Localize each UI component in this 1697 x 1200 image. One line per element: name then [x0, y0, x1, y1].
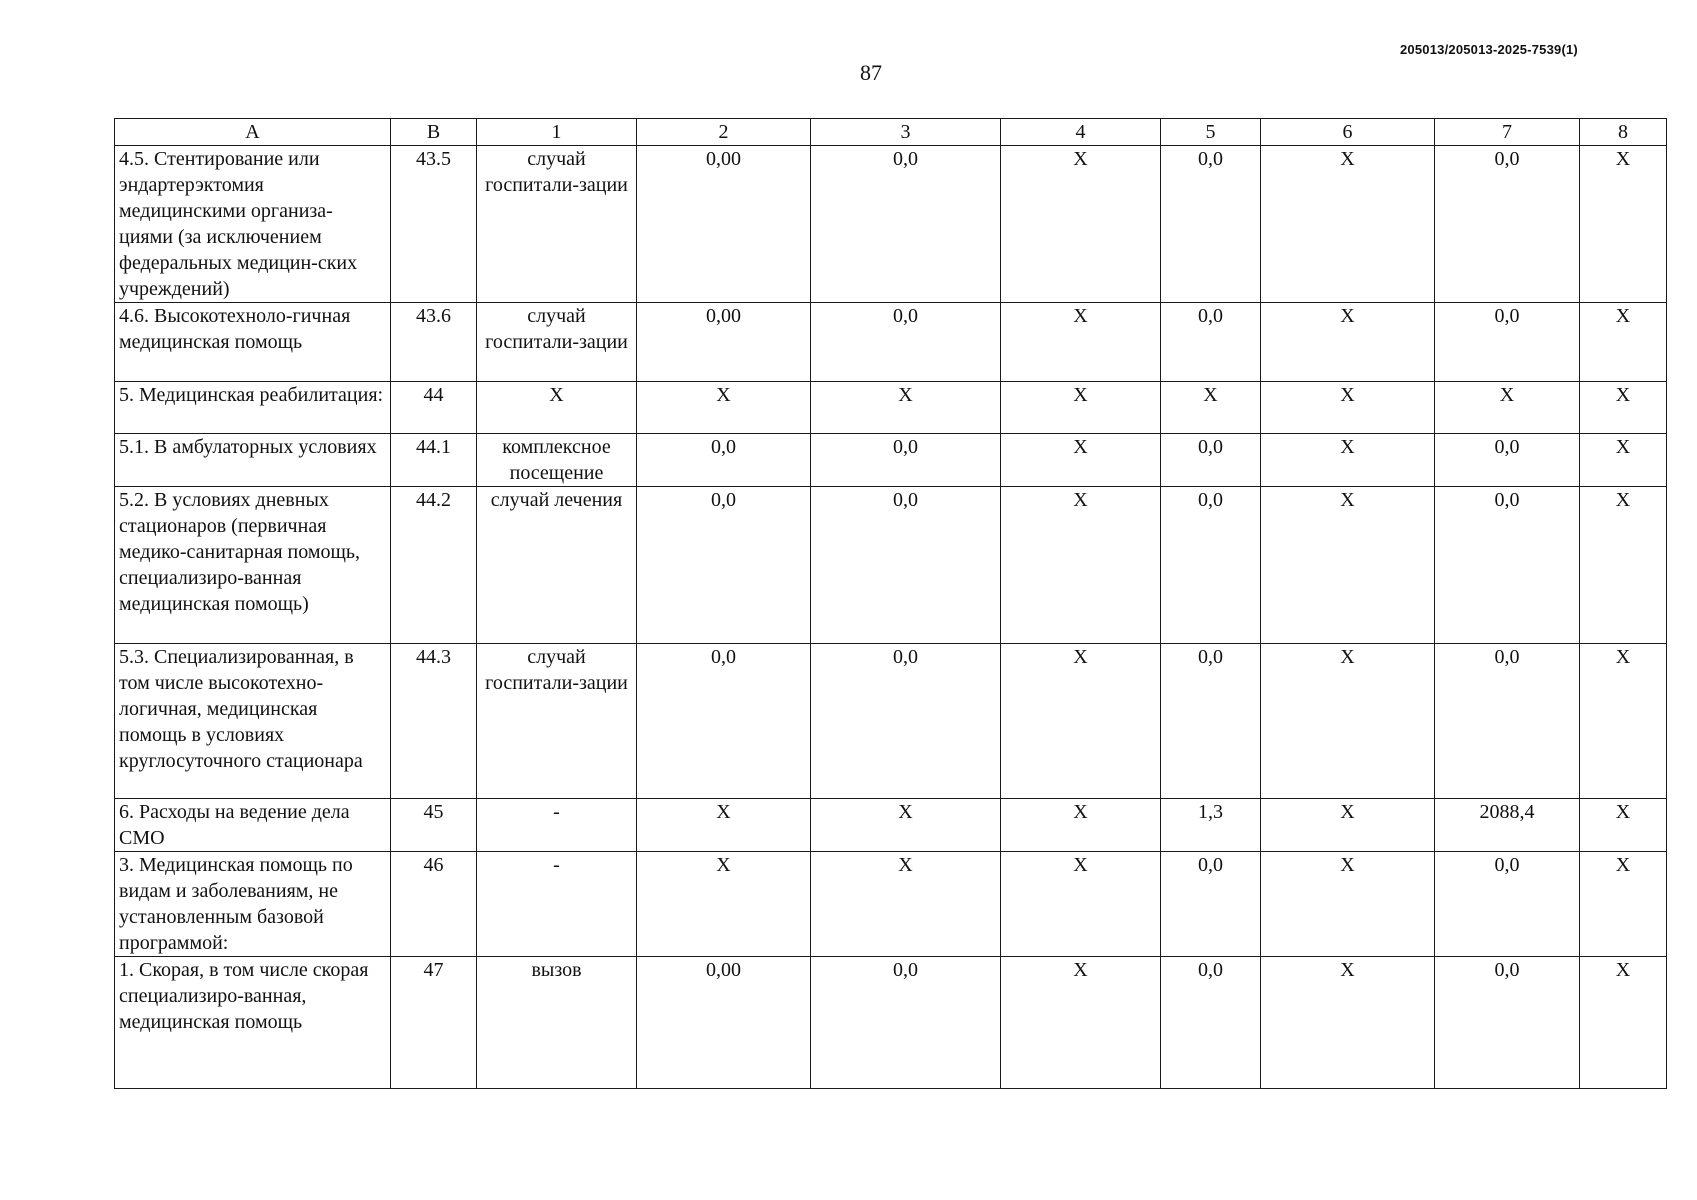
row-unit: случай госпитали-зации — [477, 644, 637, 799]
row-unit: вызов — [477, 957, 637, 1089]
row-label: 5.2. В условиях дневных стационаров (первичная медико-санитарная помощь, специализиро-ванная медицинская помощь) — [115, 487, 391, 644]
table-row — [115, 382, 1667, 434]
cell-col-7: 0,0 — [1435, 852, 1580, 957]
cell-col-6: Х — [1261, 382, 1435, 434]
cell-col-5: 0,0 — [1161, 146, 1261, 303]
cell-col-8: Х — [1580, 487, 1667, 644]
header-cell-3: 3 — [811, 119, 1001, 146]
row-label: 4.6. Высокотехноло-гичная медицинская помощь — [115, 303, 391, 382]
cell-col-5: 0,0 — [1161, 487, 1261, 644]
header-cell-8: 8 — [1580, 119, 1667, 146]
cell-col-2: 0,00 — [637, 957, 811, 1089]
cell-col-4: Х — [1001, 644, 1161, 799]
table-row — [115, 799, 1667, 852]
cell-col-2: 0,0 — [637, 644, 811, 799]
cell-col-7: 0,0 — [1435, 303, 1580, 382]
cell-col-8: Х — [1580, 303, 1667, 382]
cell-col-4: Х — [1001, 382, 1161, 434]
row-unit: Х — [477, 382, 637, 434]
data-table — [114, 118, 1667, 1089]
row-unit: случай госпитали-зации — [477, 146, 637, 303]
header-cell-5: 5 — [1161, 119, 1261, 146]
header-cell-7: 7 — [1435, 119, 1580, 146]
row-code: 43.5 — [391, 146, 477, 303]
header-cell-1: 1 — [477, 119, 637, 146]
cell-col-3: 0,0 — [811, 487, 1001, 644]
cell-col-8: Х — [1580, 852, 1667, 957]
row-code: 47 — [391, 957, 477, 1089]
row-label: 5.3. Специализированная, в том числе высокотехно-логичная, медицинская помощь в условиях круглосуточного стационара — [115, 644, 391, 799]
cell-col-3: Х — [811, 852, 1001, 957]
cell-col-8: Х — [1580, 382, 1667, 434]
cell-col-4: Х — [1001, 434, 1161, 487]
table-row — [115, 957, 1667, 1089]
cell-col-6: Х — [1261, 852, 1435, 957]
row-code: 44.2 — [391, 487, 477, 644]
cell-col-6: Х — [1261, 644, 1435, 799]
cell-col-5: 0,0 — [1161, 852, 1261, 957]
cell-col-4: Х — [1001, 852, 1161, 957]
document-id: 205013/205013-2025-7539(1) — [1400, 42, 1578, 57]
table-row — [115, 303, 1667, 382]
cell-col-2: 0,00 — [637, 146, 811, 303]
cell-col-4: Х — [1001, 957, 1161, 1089]
table-row — [115, 852, 1667, 957]
cell-col-3: 0,0 — [811, 957, 1001, 1089]
cell-col-7: 0,0 — [1435, 644, 1580, 799]
row-code: 44.1 — [391, 434, 477, 487]
cell-col-4: Х — [1001, 799, 1161, 852]
cell-col-5: 0,0 — [1161, 644, 1261, 799]
cell-col-2: Х — [637, 799, 811, 852]
page-number: 87 — [860, 60, 882, 85]
row-label: 1. Скорая, в том числе скорая специализиро-ванная, медицинская помощь — [115, 957, 391, 1089]
cell-col-6: Х — [1261, 434, 1435, 487]
cell-col-8: Х — [1580, 644, 1667, 799]
cell-col-6: Х — [1261, 303, 1435, 382]
cell-col-3: 0,0 — [811, 303, 1001, 382]
cell-col-7: 0,0 — [1435, 434, 1580, 487]
row-label: 5.1. В амбулаторных условиях — [115, 434, 391, 487]
cell-col-2: 0,0 — [637, 487, 811, 644]
cell-col-8: Х — [1580, 146, 1667, 303]
header-row — [115, 119, 1667, 146]
cell-col-3: 0,0 — [811, 434, 1001, 487]
cell-col-6: Х — [1261, 487, 1435, 644]
cell-col-3: Х — [811, 382, 1001, 434]
row-label: 3. Медицинская помощь по видам и заболеваниям, не установленным базовой программой: — [115, 852, 391, 957]
header-cell-2: 2 — [637, 119, 811, 146]
header-cell-b: В — [391, 119, 477, 146]
row-code: 46 — [391, 852, 477, 957]
cell-col-2: Х — [637, 382, 811, 434]
cell-col-3: 0,0 — [811, 146, 1001, 303]
table-row — [115, 644, 1667, 799]
cell-col-2: Х — [637, 852, 811, 957]
table-row — [115, 434, 1667, 487]
cell-col-7: 2088,4 — [1435, 799, 1580, 852]
row-code: 44.3 — [391, 644, 477, 799]
row-unit: комплексное посещение — [477, 434, 637, 487]
table-row — [115, 146, 1667, 303]
row-label: 6. Расходы на ведение дела СМО — [115, 799, 391, 852]
cell-col-5: 0,0 — [1161, 957, 1261, 1089]
row-unit: - — [477, 799, 637, 852]
row-unit: случай лечения — [477, 487, 637, 644]
cell-col-6: Х — [1261, 957, 1435, 1089]
row-label: 5. Медицинская реабилитация: — [115, 382, 391, 434]
cell-col-8: Х — [1580, 434, 1667, 487]
row-unit: случай госпитали-зации — [477, 303, 637, 382]
cell-col-8: Х — [1580, 957, 1667, 1089]
cell-col-3: 0,0 — [811, 644, 1001, 799]
row-code: 45 — [391, 799, 477, 852]
row-code: 44 — [391, 382, 477, 434]
cell-col-2: 0,00 — [637, 303, 811, 382]
cell-col-2: 0,0 — [637, 434, 811, 487]
cell-col-8: Х — [1580, 799, 1667, 852]
cell-col-4: Х — [1001, 146, 1161, 303]
table-row — [115, 487, 1667, 644]
cell-col-6: Х — [1261, 146, 1435, 303]
cell-col-5: 0,0 — [1161, 434, 1261, 487]
cell-col-3: Х — [811, 799, 1001, 852]
cell-col-4: Х — [1001, 303, 1161, 382]
cell-col-5: Х — [1161, 382, 1261, 434]
cell-col-5: 1,3 — [1161, 799, 1261, 852]
cell-col-6: Х — [1261, 799, 1435, 852]
header-cell-4: 4 — [1001, 119, 1161, 146]
cell-col-7: 0,0 — [1435, 487, 1580, 644]
cell-col-4: Х — [1001, 487, 1161, 644]
cell-col-7: Х — [1435, 382, 1580, 434]
row-label: 4.5. Стентирование или эндартерэктомия медицинскими организа-циями (за исключением федеральных медицин-ских учреждений) — [115, 146, 391, 303]
header-cell-a: А — [115, 119, 391, 146]
cell-col-7: 0,0 — [1435, 957, 1580, 1089]
cell-col-7: 0,0 — [1435, 146, 1580, 303]
row-code: 43.6 — [391, 303, 477, 382]
row-unit: - — [477, 852, 637, 957]
cell-col-5: 0,0 — [1161, 303, 1261, 382]
header-cell-6: 6 — [1261, 119, 1435, 146]
